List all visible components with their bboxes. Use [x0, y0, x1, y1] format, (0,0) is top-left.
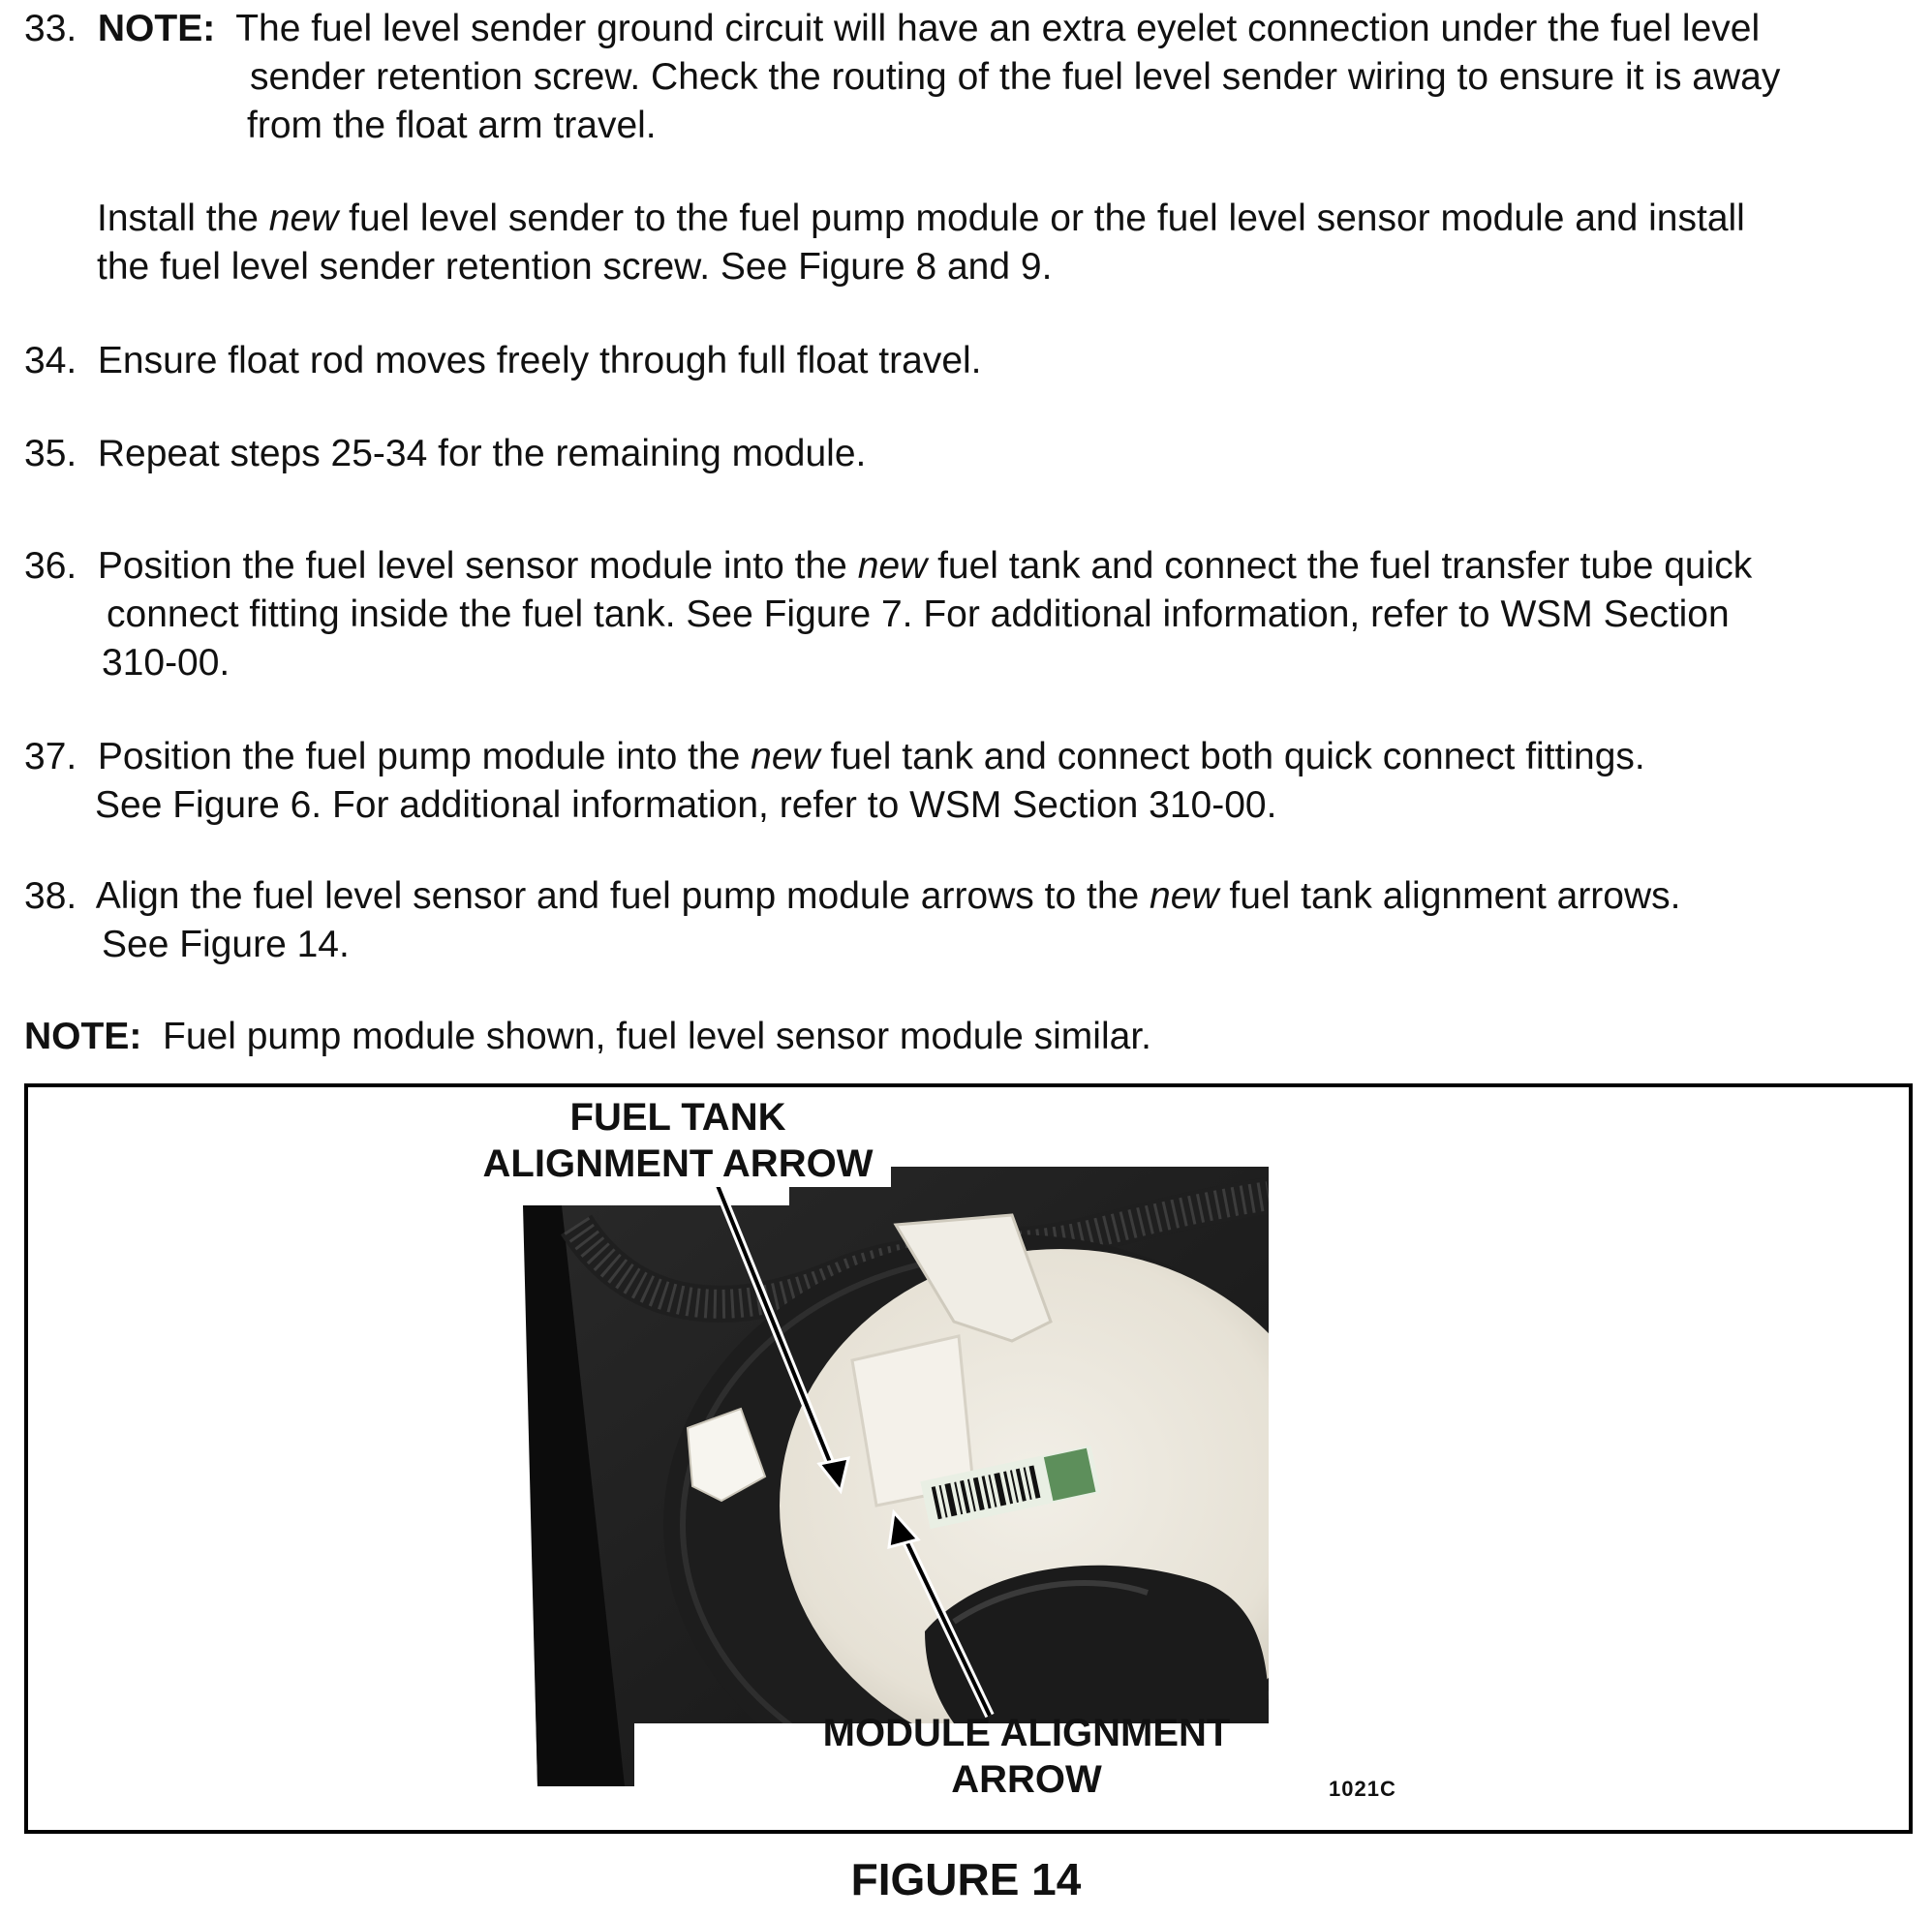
callout-line: ALIGNMENT ARROW [482, 1142, 874, 1185]
text-run: fuel level sender to the fuel pump module or the fuel level sensor module and install [338, 198, 1745, 239]
text-run: fuel tank alignment arrows. [1218, 875, 1681, 917]
step-36-line-3: 310-00. [102, 642, 230, 684]
note-text: Fuel pump module shown, fuel level sensor module similar. [163, 1016, 1151, 1057]
emphasis: new [857, 545, 928, 587]
emphasis: new [268, 198, 339, 239]
emphasis: new [1150, 875, 1219, 917]
callout-line: MODULE ALIGNMENT [822, 1712, 1231, 1754]
emphasis: new [751, 736, 820, 777]
figure-caption: FIGURE 14 [850, 1854, 1082, 1904]
step-36-line-2: connect fitting inside the fuel tank. See Figure 7. For additional information, refer to WSM Section [107, 594, 1730, 635]
step-33-line-3: from the float arm travel. [247, 105, 657, 146]
step-text: The fuel level sender ground circuit will have an extra eyelet connection under the fuel level [235, 8, 1761, 49]
text-run: Install the [97, 198, 269, 239]
step-33-line-2: sender retention screw. Check the routing of the fuel level sender wiring to ensure it is away [250, 56, 1781, 98]
note-label: NOTE: [97, 8, 216, 49]
callout-line: ARROW [951, 1758, 1102, 1801]
step-text: Ensure float rod moves freely through full float travel. [97, 340, 982, 381]
step-number: 37. [24, 736, 77, 777]
figure-code: 1021C [1329, 1777, 1396, 1801]
module-arrow-leader [889, 1512, 990, 1716]
text-run: Position the fuel level sensor module into the [97, 545, 858, 587]
callout-module-arrow [809, 1710, 1244, 1803]
note-label: NOTE: [24, 1016, 142, 1057]
step-number: 33. [24, 8, 77, 49]
text-run: fuel tank and connect both quick connect fittings. [819, 736, 1645, 777]
step-33-paragraph-line-2: the fuel level sender retention screw. See Figure 8 and 9. [97, 246, 1053, 288]
text-run: Position the fuel pump module into the [97, 736, 751, 777]
callout-line: FUEL TANK [569, 1096, 786, 1139]
step-38-line-2: See Figure 14. [102, 924, 350, 965]
step-text: Repeat steps 25-34 for the remaining module. [97, 433, 867, 474]
text-run: Align the fuel level sensor and fuel pump module arrows to the [95, 875, 1150, 917]
step-37-line-2: See Figure 6. For additional information, refer to WSM Section 310-00. [95, 784, 1277, 826]
step-number: 34. [24, 340, 77, 381]
text-run: fuel tank and connect the fuel transfer tube quick [927, 545, 1753, 587]
step-number: 36. [24, 545, 77, 587]
step-number: 38. [24, 875, 77, 917]
fuel-tank-arrow-leader [717, 1183, 848, 1491]
step-number: 35. [24, 433, 77, 474]
callout-fuel-tank-arrow [465, 1094, 891, 1187]
